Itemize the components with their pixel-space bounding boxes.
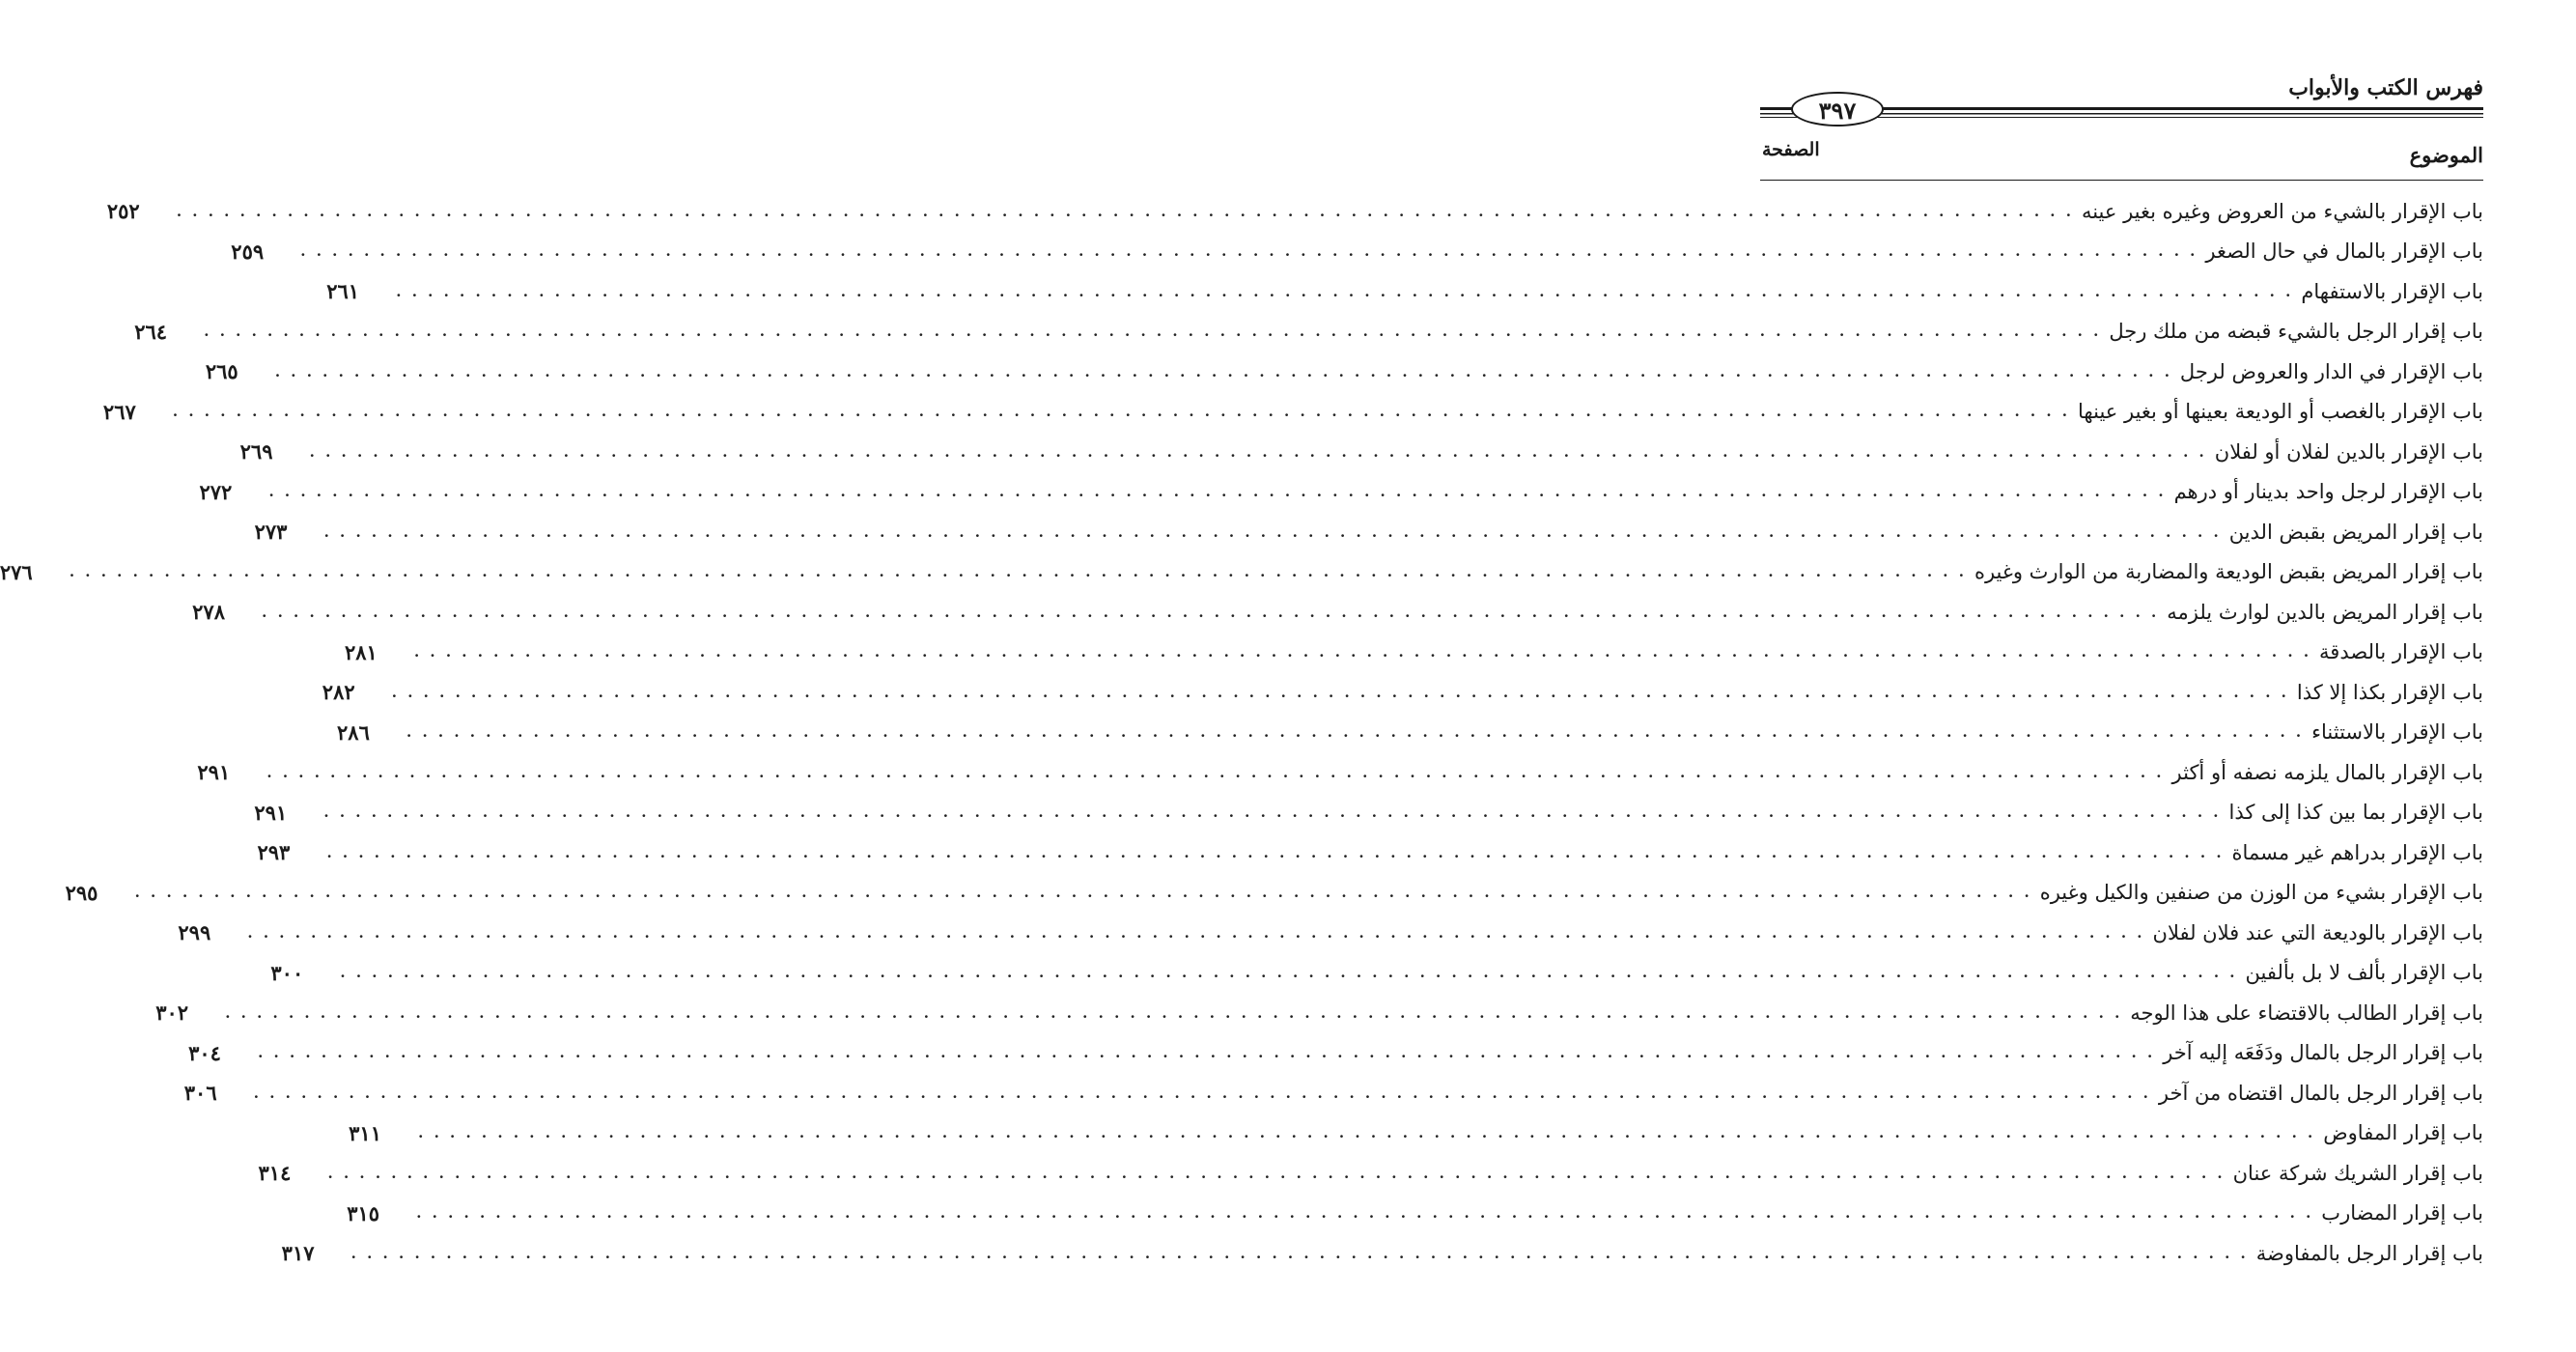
toc-entry-title: باب الإقرار بالمال يلزمه نصفه أو أكثر [2171,760,2483,784]
toc-entry-title: باب إقرار الرجل بالمال اقتضاه من آخر [2158,1081,2483,1105]
column-heading-divider [1760,180,2483,181]
dot-leader: . . . . . . . . . . . . . . . . . . . . . . . . . . . . . . . . . . . . . . . . . . . . . . . . . . . . . . . . . . . . . . . . . . . . . . . . . . . . . . . . . . . . . . . . . . . . . . . . . . . . . . . . . . . . . . . . . . . . . . . . [268,483,2167,501]
toc-entry[interactable] [178,913,2483,953]
toc-entry-title: باب الإقرار بالغصب أو الوديعة بعينها أو بغير عينها [2078,400,2483,424]
toc-entry-page-number: ٢٨١ [344,639,378,664]
toc-entry-title: باب إقرار الشريك شركة عنان [2232,1161,2483,1185]
toc-entry-page-number: ٢٦٧ [102,399,136,424]
toc-entry-page-number: ٣٠٤ [188,1040,221,1065]
toc-entry-page-number: ٢٦٩ [239,439,273,465]
toc-list [0,191,2483,1274]
dot-leader: . . . . . . . . . . . . . . . . . . . . . . . . . . . . . . . . . . . . . . . . . . . . . . . . . . . . . . . . . . . . . . . . . . . . . . . . . . . . . . . . . . . . . . . . . . . . . . . . . . . . . . . . . . . . . . . . . . . . . . . . [172,403,2071,421]
toc-entry-page-number: ٢٧٦ [0,559,33,584]
toc-entry-title: باب الإقرار بالوديعة التي عند فلان لفلان [2152,920,2483,944]
toc-entry-title: باب إقرار المفاوض [2323,1121,2483,1145]
toc-entry[interactable] [281,1233,2483,1274]
toc-entry-page-number: ٢٨٢ [322,680,355,705]
toc-entry[interactable] [337,713,2483,753]
toc-entry[interactable] [134,312,2483,352]
dot-leader: . . . . . . . . . . . . . . . . . . . . . . . . . . . . . . . . . . . . . . . . . . . . . . . . . . . . . . . . . . . . . . . . . . . . . . . . . . . . . . . . . . . . . . . . . . . . . . . . . . . . . . . . . . . . . . . . . . . . . . . . [396,282,2294,300]
dot-leader: . . . . . . . . . . . . . . . . . . . . . . . . . . . . . . . . . . . . . . . . . . . . . . . . . . . . . . . . . . . . . . . . . . . . . . . . . . . . . . . . . . . . . . . . . . . . . . . . . . . . . . . . . . . . . . . . . . . . . . . . [309,442,2207,461]
toc-entry[interactable] [254,512,2483,552]
dot-leader: . . . . . . . . . . . . . . . . . . . . . . . . . . . . . . . . . . . . . . . . . . . . . . . . . . . . . . . . . . . . . . . . . . . . . . . . . . . . . . . . . . . . . . . . . . . . . . . . . . . . . . . . . . . . . . . . . . . . . . . . [69,563,1967,581]
dot-leader: . . . . . . . . . . . . . . . . . . . . . . . . . . . . . . . . . . . . . . . . . . . . . . . . . . . . . . . . . . . . . . . . . . . . . . . . . . . . . . . . . . . . . . . . . . . . . . . . . . . . . . . . . . . . . . . . . . . . . . . . [274,362,2172,380]
toc-entry[interactable] [188,1033,2483,1074]
toc-entry-page-number: ٢٨٦ [337,719,370,745]
toc-entry-page-number: ٢٧٨ [192,600,225,625]
toc-entry-page-number: ٣١٧ [281,1241,315,1266]
toc-entry-page-number: ٢٩١ [254,800,288,825]
toc-entry[interactable] [0,552,2483,593]
toc-entry-title: باب إقرار الطالب بالاقتضاء على هذا الوجه [2130,1000,2483,1025]
toc-entry-page-number: ٣٠٠ [270,960,304,985]
toc-entry[interactable] [183,1073,2483,1113]
toc-entry-page-number: ٢٦٥ [205,359,238,384]
dot-leader: . . . . . . . . . . . . . . . . . . . . . . . . . . . . . . . . . . . . . . . . . . . . . . . . . . . . . . . . . . . . . . . . . . . . . . . . . . . . . . . . . . . . . . . . . . . . . . . . . . . . . . . . . . . . . . . . . . . . . . . . [323,803,2222,822]
toc-entry-title: باب الإقرار بشيء من الوزن من صنفين والكيل وغيره [2039,881,2483,905]
toc-entry[interactable] [205,352,2483,392]
toc-entry-page-number: ٢٦٤ [134,319,168,344]
toc-entry-title: باب إقرار الرجل بالمال ودَفَعَه إليه آخر [2163,1041,2483,1065]
toc-entry-title: باب الإقرار بدراهم غير مسماة [2231,840,2483,864]
toc-entry[interactable] [257,832,2483,873]
toc-entry-title: باب إقرار المريض بالدين لوارث يلزمه [2167,600,2483,624]
toc-entry[interactable] [349,1113,2483,1154]
toc-entry[interactable] [322,672,2483,713]
toc-entry-page-number: ٣٠٦ [183,1081,217,1106]
dot-leader: . . . . . . . . . . . . . . . . . . . . . . . . . . . . . . . . . . . . . . . . . . . . . . . . . . . . . . . . . . . . . . . . . . . . . . . . . . . . . . . . . . . . . . . . . . . . . . . . . . . . . . . . . . . . . . . . . . . . . . . . [340,964,2238,982]
toc-entry[interactable] [239,432,2483,472]
toc-entry-page-number: ٢٥٢ [106,199,140,224]
toc-entry[interactable] [344,633,2483,673]
toc-entry-title: باب إقرار الرجل بالشيء قبضه من ملك رجل [2109,320,2483,344]
dot-leader: . . . . . . . . . . . . . . . . . . . . . . . . . . . . . . . . . . . . . . . . . . . . . . . . . . . . . . . . . . . . . . . . . . . . . . . . . . . . . . . . . . . . . . . . . . . . . . . . . . . . . . . . . . . . . . . . . . . . . . . . [418,1124,2316,1142]
dot-leader: . . . . . . . . . . . . . . . . . . . . . . . . . . . . . . . . . . . . . . . . . . . . . . . . . . . . . . . . . . . . . . . . . . . . . . . . . . . . . . . . . . . . . . . . . . . . . . . . . . . . . . . . . . . . . . . . . . . . . . . . [204,323,2102,341]
toc-entry-title: باب الإقرار بالاستفهام [2301,279,2483,303]
toc-entry-title: باب الإقرار بما بين كذا إلى كذا [2228,801,2483,825]
toc-entry[interactable] [65,873,2483,914]
toc-entry[interactable] [347,1194,2483,1234]
toc-entry-title: باب الإقرار بالصدقة [2319,640,2483,664]
toc-entry-page-number: ٣١٥ [347,1200,380,1225]
dot-leader: . . . . . . . . . . . . . . . . . . . . . . . . . . . . . . . . . . . . . . . . . . . . . . . . . . . . . . . . . . . . . . . . . . . . . . . . . . . . . . . . . . . . . . . . . . . . . . . . . . . . . . . . . . . . . . . . . . . . . . . . [253,1084,2151,1102]
dot-leader: . . . . . . . . . . . . . . . . . . . . . . . . . . . . . . . . . . . . . . . . . . . . . . . . . . . . . . . . . . . . . . . . . . . . . . . . . . . . . . . . . . . . . . . . . . . . . . . . . . . . . . . . . . . . . . . . . . . . . . . . [176,202,2074,220]
toc-entry[interactable] [270,953,2483,994]
running-title: فهرس الكتب والأبواب [2288,75,2483,100]
toc-entry-title: باب الإقرار بالاستثناء [2311,720,2483,745]
toc-entry-title: باب الإقرار بألف لا بل بألفين [2245,961,2483,985]
dot-leader: . . . . . . . . . . . . . . . . . . . . . . . . . . . . . . . . . . . . . . . . . . . . . . . . . . . . . . . . . . . . . . . . . . . . . . . . . . . . . . . . . . . . . . . . . . . . . . . . . . . . . . . . . . . . . . . . . . . . . . . . [300,242,2198,261]
toc-entry-page-number: ٢٧٣ [254,520,288,545]
toc-entry[interactable] [199,472,2483,513]
dot-leader: . . . . . . . . . . . . . . . . . . . . . . . . . . . . . . . . . . . . . . . . . . . . . . . . . . . . . . . . . . . . . . . . . . . . . . . . . . . . . . . . . . . . . . . . . . . . . . . . . . . . . . . . . . . . . . . . . . . . . . . . [247,923,2145,942]
toc-entry-title: باب الإقرار بالدين لفلان أو لفلان [2214,439,2483,464]
dot-leader: . . . . . . . . . . . . . . . . . . . . . . . . . . . . . . . . . . . . . . . . . . . . . . . . . . . . . . . . . . . . . . . . . . . . . . . . . . . . . . . . . . . . . . . . . . . . . . . . . . . . . . . . . . . . . . . . . . . . . . . . [391,683,2289,701]
toc-entry[interactable] [155,993,2483,1033]
toc-entry[interactable] [231,232,2483,272]
column-heading-page: الصفحة [1762,139,1820,160]
toc-entry-page-number: ٣١٤ [258,1161,292,1186]
toc-entry-page-number: ٢٦١ [326,279,360,304]
toc-entry-page-number: ٢٩٣ [257,840,291,865]
toc-entry-page-number: ٢٩٩ [178,920,211,945]
toc-entry-page-number: ٢٩١ [197,760,231,785]
dot-leader: . . . . . . . . . . . . . . . . . . . . . . . . . . . . . . . . . . . . . . . . . . . . . . . . . . . . . . . . . . . . . . . . . . . . . . . . . . . . . . . . . . . . . . . . . . . . . . . . . . . . . . . . . . . . . . . . . . . . . . . . [134,884,2032,902]
toc-entry-title: باب الإقرار لرجل واحد بدينار أو درهم [2173,480,2483,504]
toc-entry[interactable] [326,271,2483,312]
toc-entry-title: باب الإقرار في الدار والعروض لرجل [2179,359,2483,383]
toc-entry-title: باب الإقرار بالشيء من العروض وغيره بغير عينه [2081,199,2483,223]
dot-leader: . . . . . . . . . . . . . . . . . . . . . . . . . . . . . . . . . . . . . . . . . . . . . . . . . . . . . . . . . . . . . . . . . . . . . . . . . . . . . . . . . . . . . . . . . . . . . . . . . . . . . . . . . . . . . . . . . . . . . . . . [326,843,2225,861]
toc-entry[interactable] [192,592,2483,633]
toc-entry-title: باب الإقرار بالمال في حال الصغر [2205,239,2483,264]
dot-leader: . . . . . . . . . . . . . . . . . . . . . . . . . . . . . . . . . . . . . . . . . . . . . . . . . . . . . . . . . . . . . . . . . . . . . . . . . . . . . . . . . . . . . . . . . . . . . . . . . . . . . . . . . . . . . . . . . . . . . . . . [413,643,2312,662]
dot-leader: . . . . . . . . . . . . . . . . . . . . . . . . . . . . . . . . . . . . . . . . . . . . . . . . . . . . . . . . . . . . . . . . . . . . . . . . . . . . . . . . . . . . . . . . . . . . . . . . . . . . . . . . . . . . . . . . . . . . . . . . [262,603,2160,621]
toc-entry-page-number: ٢٧٢ [199,479,233,504]
toc-entry-title: باب إقرار المضارب [2321,1201,2483,1225]
toc-entry[interactable] [254,793,2483,833]
toc-entry-title: باب إقرار الرجل بالمفاوضة [2255,1241,2483,1265]
toc-entry[interactable] [258,1153,2483,1194]
toc-entry-page-number: ٣٠٢ [155,1000,189,1026]
toc-entry-page-number: ٢٥٩ [231,239,265,264]
dot-leader: . . . . . . . . . . . . . . . . . . . . . . . . . . . . . . . . . . . . . . . . . . . . . . . . . . . . . . . . . . . . . . . . . . . . . . . . . . . . . . . . . . . . . . . . . . . . . . . . . . . . . . . . . . . . . . . . . . . . . . . . [350,1244,2249,1262]
toc-entry-title: باب إقرار المريض بقبض الوديعة والمضاربة من الوارث وغيره [1974,560,2483,584]
toc-entry-page-number: ٢٩٥ [65,880,98,905]
dot-leader: . . . . . . . . . . . . . . . . . . . . . . . . . . . . . . . . . . . . . . . . . . . . . . . . . . . . . . . . . . . . . . . . . . . . . . . . . . . . . . . . . . . . . . . . . . . . . . . . . . . . . . . . . . . . . . . . . . . . . . . . [406,723,2305,742]
column-heading-topic: الموضوع [2409,143,2483,167]
toc-entry[interactable] [197,752,2483,793]
toc-entry-title: باب إقرار المريض بقبض الدين [2228,520,2483,544]
dot-leader: . . . . . . . . . . . . . . . . . . . . . . . . . . . . . . . . . . . . . . . . . . . . . . . . . . . . . . . . . . . . . . . . . . . . . . . . . . . . . . . . . . . . . . . . . . . . . . . . . . . . . . . . . . . . . . . . . . . . . . . . [225,1003,2123,1022]
dot-leader: . . . . . . . . . . . . . . . . . . . . . . . . . . . . . . . . . . . . . . . . . . . . . . . . . . . . . . . . . . . . . . . . . . . . . . . . . . . . . . . . . . . . . . . . . . . . . . . . . . . . . . . . . . . . . . . . . . . . . . . . [266,763,2165,781]
toc-entry[interactable] [106,191,2483,232]
dot-leader: . . . . . . . . . . . . . . . . . . . . . . . . . . . . . . . . . . . . . . . . . . . . . . . . . . . . . . . . . . . . . . . . . . . . . . . . . . . . . . . . . . . . . . . . . . . . . . . . . . . . . . . . . . . . . . . . . . . . . . . . [258,1044,2156,1062]
dot-leader: . . . . . . . . . . . . . . . . . . . . . . . . . . . . . . . . . . . . . . . . . . . . . . . . . . . . . . . . . . . . . . . . . . . . . . . . . . . . . . . . . . . . . . . . . . . . . . . . . . . . . . . . . . . . . . . . . . . . . . . . [323,522,2222,541]
dot-leader: . . . . . . . . . . . . . . . . . . . . . . . . . . . . . . . . . . . . . . . . . . . . . . . . . . . . . . . . . . . . . . . . . . . . . . . . . . . . . . . . . . . . . . . . . . . . . . . . . . . . . . . . . . . . . . . . . . . . . . . . [327,1164,2226,1182]
toc-entry-page-number: ٣١١ [349,1120,381,1145]
page-number-badge: ٣٩٧ [1791,92,1884,127]
toc-entry[interactable] [102,392,2483,433]
dot-leader: . . . . . . . . . . . . . . . . . . . . . . . . . . . . . . . . . . . . . . . . . . . . . . . . . . . . . . . . . . . . . . . . . . . . . . . . . . . . . . . . . . . . . . . . . . . . . . . . . . . . . . . . . . . . . . . . . . . . . . . . [416,1204,2314,1223]
toc-entry-title: باب الإقرار بكذا إلا كذا [2296,680,2483,704]
